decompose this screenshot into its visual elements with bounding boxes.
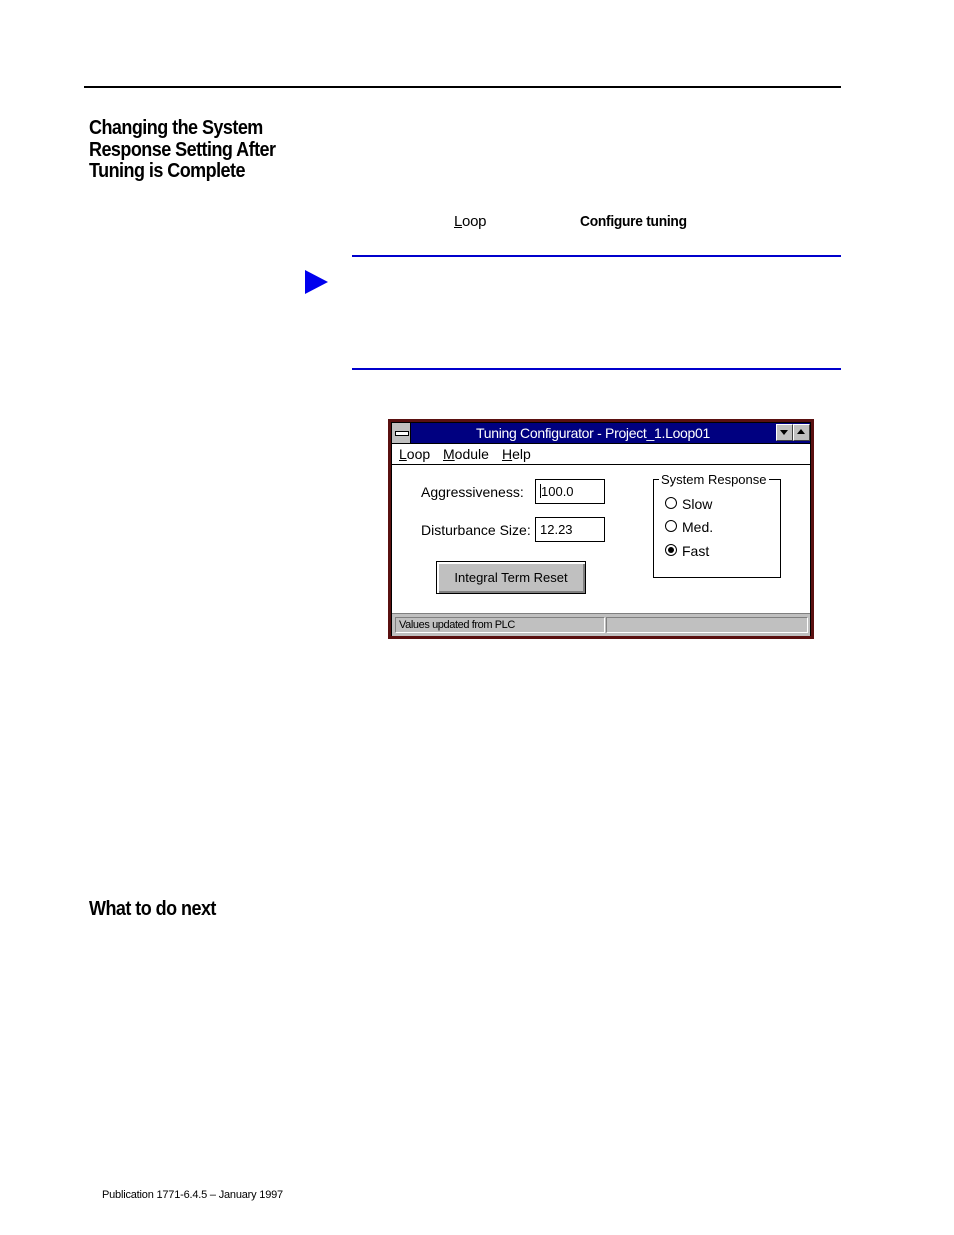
section-heading: Changing the System Response Setting After Tuning is Complete	[89, 117, 276, 182]
radio-slow[interactable]	[665, 496, 712, 512]
note-rule-top	[352, 255, 841, 257]
disturbance-size-input[interactable]	[535, 517, 605, 542]
menu-module-rest: odule	[454, 446, 489, 462]
menu-bar	[392, 444, 810, 465]
title-bar[interactable]	[392, 423, 810, 444]
radio-fast-label: Fast	[682, 543, 710, 559]
note-arrow-icon	[305, 270, 328, 294]
system-menu-button[interactable]	[392, 423, 411, 443]
top-rule	[84, 86, 841, 88]
status-panel-empty	[606, 617, 808, 633]
menu-loop-rest: oop	[406, 446, 431, 462]
radio-fast[interactable]	[665, 543, 709, 559]
radio-slow-icon	[665, 497, 677, 509]
menu-module[interactable]	[443, 446, 489, 462]
what-to-do-next-heading: What to do next	[89, 898, 216, 920]
step-menu-accelerator: L	[454, 213, 463, 230]
maximize-button[interactable]	[793, 424, 810, 441]
aggressiveness-value: 100.0	[541, 484, 574, 499]
radio-med-icon	[665, 520, 677, 532]
radio-slow-label: Slow	[682, 496, 713, 512]
tuning-configurator-window	[388, 419, 814, 639]
system-menu-icon	[395, 431, 409, 436]
radio-med[interactable]	[665, 519, 713, 535]
radio-med-label: Med.	[682, 519, 714, 535]
window-client	[391, 422, 811, 636]
menu-loop-accelerator: L	[399, 446, 407, 462]
system-response-group	[653, 472, 781, 578]
menu-help-accelerator: H	[502, 446, 513, 462]
aggressiveness-input[interactable]	[535, 479, 605, 504]
step-menu-name	[454, 213, 486, 230]
disturbance-size-value: 12.23	[540, 522, 573, 537]
menu-module-accelerator: M	[443, 446, 455, 462]
integral-term-reset-button[interactable]: Integral Term Reset	[436, 561, 586, 594]
menu-help[interactable]	[502, 446, 531, 462]
minimize-button[interactable]	[776, 424, 793, 441]
status-message: Values updated from PLC	[395, 617, 605, 633]
minimize-icon	[780, 430, 788, 435]
aggressiveness-label: Aggressiveness:	[421, 484, 524, 500]
step-menu-rest: oop	[462, 213, 487, 230]
publication-footer: Publication 1771-6.4.5 – January 1997	[102, 1189, 283, 1201]
menu-loop[interactable]	[399, 446, 430, 462]
note-rule-bottom	[352, 368, 841, 370]
maximize-icon	[797, 429, 805, 434]
window-title: Tuning Configurator - Project_1.Loop01	[475, 425, 710, 441]
radio-fast-icon	[665, 544, 677, 556]
menu-help-rest: elp	[512, 446, 531, 462]
step-command: Configure tuning	[580, 213, 687, 230]
status-bar	[392, 613, 810, 636]
disturbance-size-label: Disturbance Size:	[421, 522, 531, 538]
system-response-title: System Response	[661, 472, 767, 487]
